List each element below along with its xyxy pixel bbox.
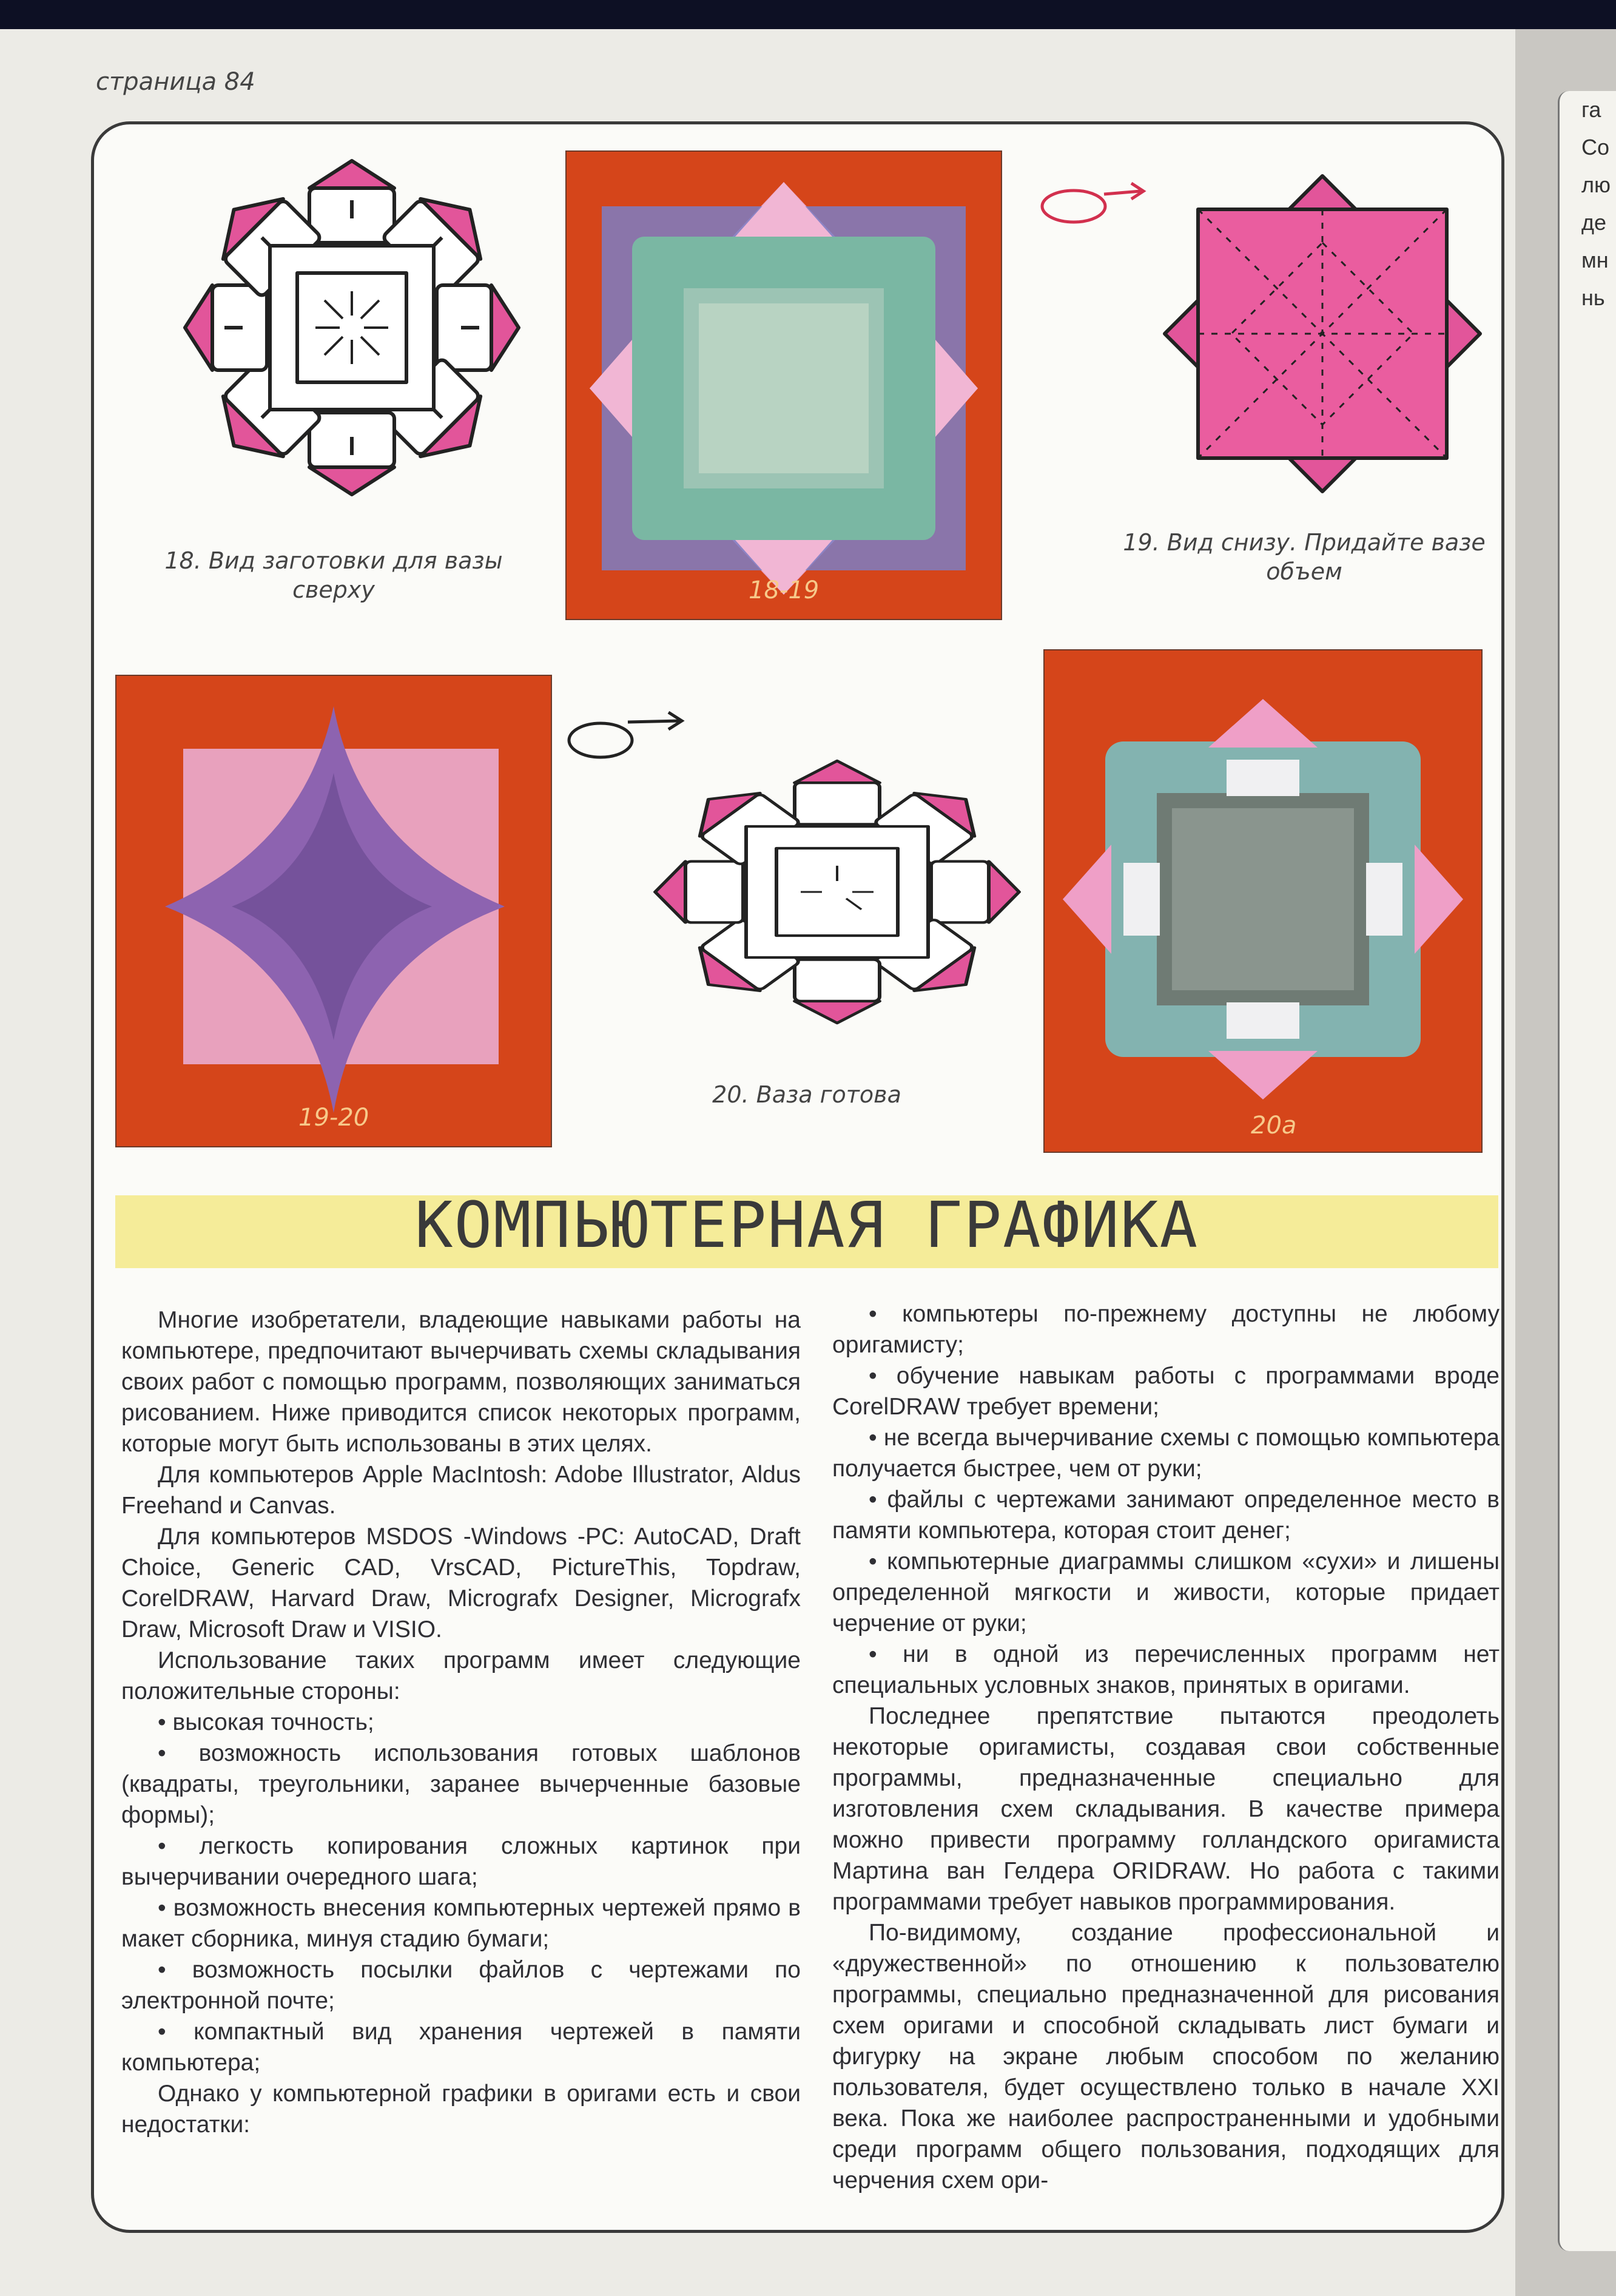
- photo-19-20: [115, 675, 552, 1147]
- list-item: • не всегда вычерчивание схемы с помощью компьютера получается быстрее, чем от руки;: [832, 1425, 1500, 1482]
- paragraph: Последнее препятствие пытаются преодолеть некоторые оригамисты, создавая свои собственные программы, предназначенные специально для изготовления схем складывания. В качестве примера можно привести программу голландского оригамиста Мартина ван Гелдера ORIDRAW. Но работа с такими программами требует навыков программирования.: [832, 1703, 1500, 1915]
- list-item: • возможность использования готовых шаблонов (квадраты, треугольники, заранее вычерченные базовые формы);: [121, 1740, 801, 1828]
- next-page-line: де: [1581, 210, 1607, 235]
- turn-over-arrow-icon: [1042, 183, 1143, 222]
- list-item: • компактный вид хранения чертежей в памяти компьютера;: [121, 2019, 801, 2076]
- diagram-19-bottom-view: [1019, 146, 1480, 498]
- list-item: • обучение навыкам работы с программами вроде CorelDRAW требует времени;: [832, 1363, 1500, 1420]
- list-item: • легкость копирования сложных картинок при вычерчивании очередного шага;: [121, 1833, 801, 1890]
- photo-18-19: [565, 150, 1002, 620]
- page-number: страница 84: [96, 68, 255, 96]
- photo-20a-label: 20a: [1251, 1112, 1297, 1140]
- turn-over-arrow-icon: [569, 712, 682, 757]
- diagram-18-blank-top-view: [182, 146, 522, 510]
- photo-20a: [1043, 649, 1483, 1153]
- next-page-line: нь: [1581, 285, 1605, 310]
- list-item: • компьютеры по-прежнему доступны не любому оригамисту;: [832, 1301, 1500, 1358]
- next-page-line: лю: [1581, 172, 1611, 197]
- paragraph: По-видимому, создание профессиональной и «дружественной» по отношению к пользователю программы, специально предназначенной для рисования схем оригами и способной складывать лист бумаги и фигурку на экране любым способом по желанию пользователя, будет осуществлено только в начале XXI века. Пока же наиболее распространенными и удобными среди программ общего пользования, подходящих для черчения схем ори-: [832, 1920, 1500, 2193]
- next-page-edge: [1558, 91, 1616, 2251]
- paragraph: Для компьютеров MSDOS -Windows -PC: AutoCAD, Draft Choice, Generic CAD, VrsCAD, PictureThis, Topdraw, CorelDRAW, Harvard Draw, Micrografx Designer, Micrografx Draw, Microsoft Draw и VISIO.: [121, 1524, 801, 1643]
- paragraph: Для компьютеров Apple MacIntosh: Adobe Illustrator, Aldus Freehand и Canvas.: [121, 1462, 801, 1519]
- list-item: • ни в одной из перечисленных программ нет специальных условных знаков, принятых в оригами.: [832, 1641, 1500, 1698]
- caption-18: 18. Вид заготовки для вазы сверху: [164, 547, 503, 603]
- scan-top-edge: [0, 0, 1616, 29]
- list-item: • высокая точность;: [158, 1709, 374, 1735]
- paragraph: Однако у компьютерной графики в оригами есть и свои недостатки:: [121, 2081, 801, 2138]
- paragraph: Использование таких программ имеет следующие положительные стороны:: [121, 1647, 801, 1704]
- photo-18-19-label: 18-19: [749, 576, 820, 604]
- photo-20a-vase: [1045, 650, 1481, 1152]
- list-item: • возможность внесения компьютерных чертежей прямо в макет сборника, минуя стадию бумаги;: [121, 1895, 801, 1952]
- photo-18-19-vase: [567, 152, 1001, 619]
- list-item: • компьютерные диаграммы слишком «сухи» и лишены определенной мягкости и живости, которые придает черчение от руки;: [832, 1548, 1500, 1636]
- section-title: КОМПЬЮТЕРНАЯ ГРАФИКА: [414, 1188, 1199, 1262]
- text-column-left: [121, 1305, 801, 2140]
- caption-19: 19. Вид снизу. Придайте вазе объем: [1123, 529, 1486, 585]
- caption-20: 20. Ваза готова: [712, 1081, 901, 1108]
- photo-19-20-label: 19-20: [298, 1104, 369, 1132]
- list-item: • файлы с чертежами занимают определенное место в памяти компьютера, которая стоит денег;: [832, 1487, 1500, 1544]
- list-item: • возможность посылки файлов с чертежами по электронной почте;: [121, 1957, 801, 2014]
- paragraph: Многие изобретатели, владеющие навыками работы на компьютере, предпочитают вычерчивать схемы складывания своих работ с помощью программ, позволяющих заниматься рисованием. Ниже приводится список некоторых программ, которые могут быть использованы в этих целях.: [121, 1307, 801, 1457]
- next-page-line: Co: [1581, 135, 1610, 160]
- next-page-line: га: [1581, 97, 1601, 122]
- photo-19-20-vase: [116, 676, 551, 1146]
- next-page-line: мн: [1581, 248, 1609, 272]
- text-column-right: [832, 1298, 1500, 2196]
- diagram-20-finished-vase: [558, 698, 1043, 1038]
